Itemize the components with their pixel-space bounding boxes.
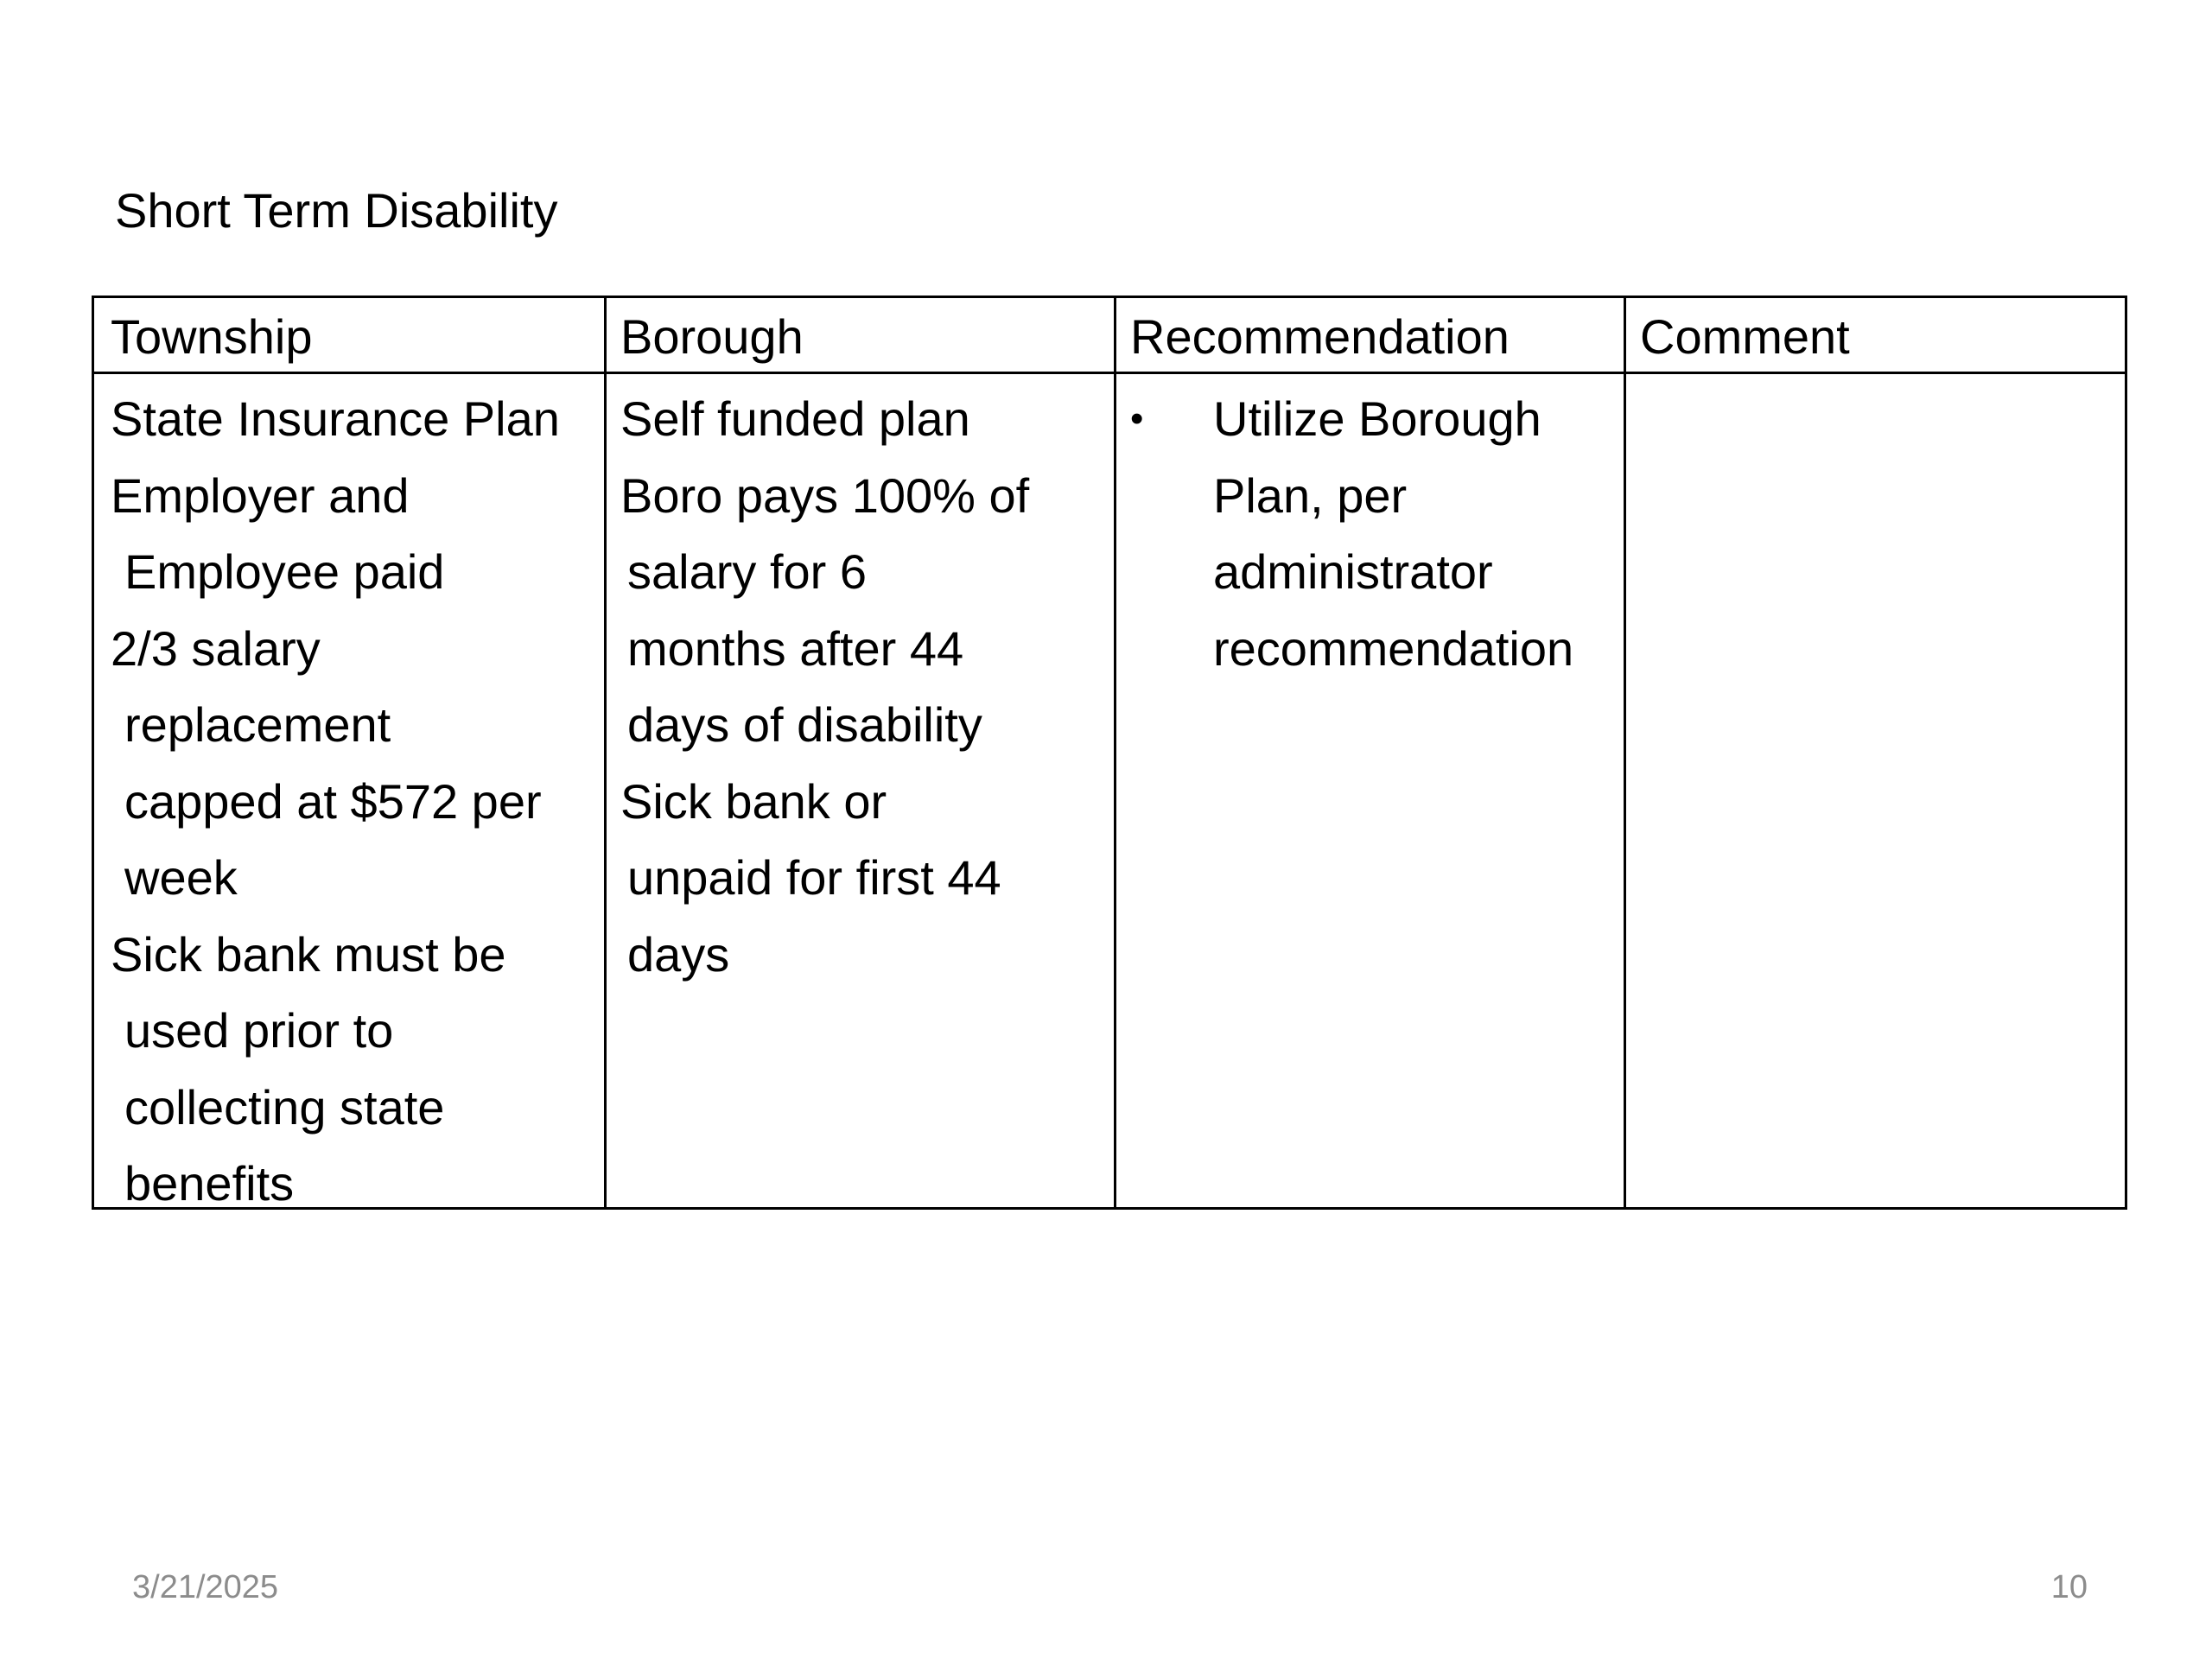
header-divider bbox=[94, 372, 2125, 374]
township-line: State Insurance Plan bbox=[111, 391, 560, 446]
township-line: benefits bbox=[124, 1156, 295, 1211]
slide-title: Short Term Disability bbox=[115, 183, 558, 238]
borough-line: unpaid for first 44 bbox=[627, 850, 1001, 905]
recommendation-line: recommendation bbox=[1213, 620, 1574, 676]
recommendation-line: administrator bbox=[1213, 544, 1493, 599]
township-line: capped at $572 per bbox=[124, 773, 542, 829]
borough-line: salary for 6 bbox=[627, 544, 867, 599]
township-line: used prior to bbox=[124, 1003, 394, 1058]
borough-line: days of disability bbox=[627, 697, 982, 752]
footer-date: 3/21/2025 bbox=[132, 1569, 279, 1605]
borough-line: Boro pays 100% of bbox=[620, 467, 1030, 523]
township-line: 2/3 salary bbox=[111, 620, 321, 676]
column-divider bbox=[1114, 298, 1116, 1207]
township-line: week bbox=[124, 850, 238, 905]
township-cell bbox=[111, 381, 560, 1223]
borough-line: Self funded plan bbox=[620, 391, 970, 446]
header-comment: Comment bbox=[1640, 309, 1850, 364]
column-divider bbox=[604, 298, 607, 1207]
borough-line: Sick bank or bbox=[620, 773, 887, 829]
township-line: Employee paid bbox=[124, 544, 445, 599]
header-recommendation: Recommendation bbox=[1130, 309, 1510, 364]
column-divider bbox=[1624, 298, 1626, 1207]
header-township: Township bbox=[111, 309, 313, 364]
borough-line: months after 44 bbox=[627, 620, 964, 676]
comparison-table bbox=[92, 296, 2127, 1210]
recommendation-line: Utilize Borough bbox=[1213, 391, 1541, 446]
borough-line: days bbox=[627, 926, 730, 982]
bullet-icon: • bbox=[1130, 397, 1144, 440]
township-line: collecting state bbox=[124, 1079, 445, 1135]
township-line: Employer and bbox=[111, 467, 410, 523]
township-line: replacement bbox=[124, 697, 391, 752]
page-number: 10 bbox=[2050, 1569, 2088, 1605]
header-borough: Borough bbox=[620, 309, 804, 364]
recommendation-item bbox=[1213, 381, 1573, 687]
recommendation-line: Plan, per bbox=[1213, 467, 1408, 523]
borough-cell bbox=[620, 381, 1029, 993]
township-line: Sick bank must be bbox=[111, 926, 506, 982]
